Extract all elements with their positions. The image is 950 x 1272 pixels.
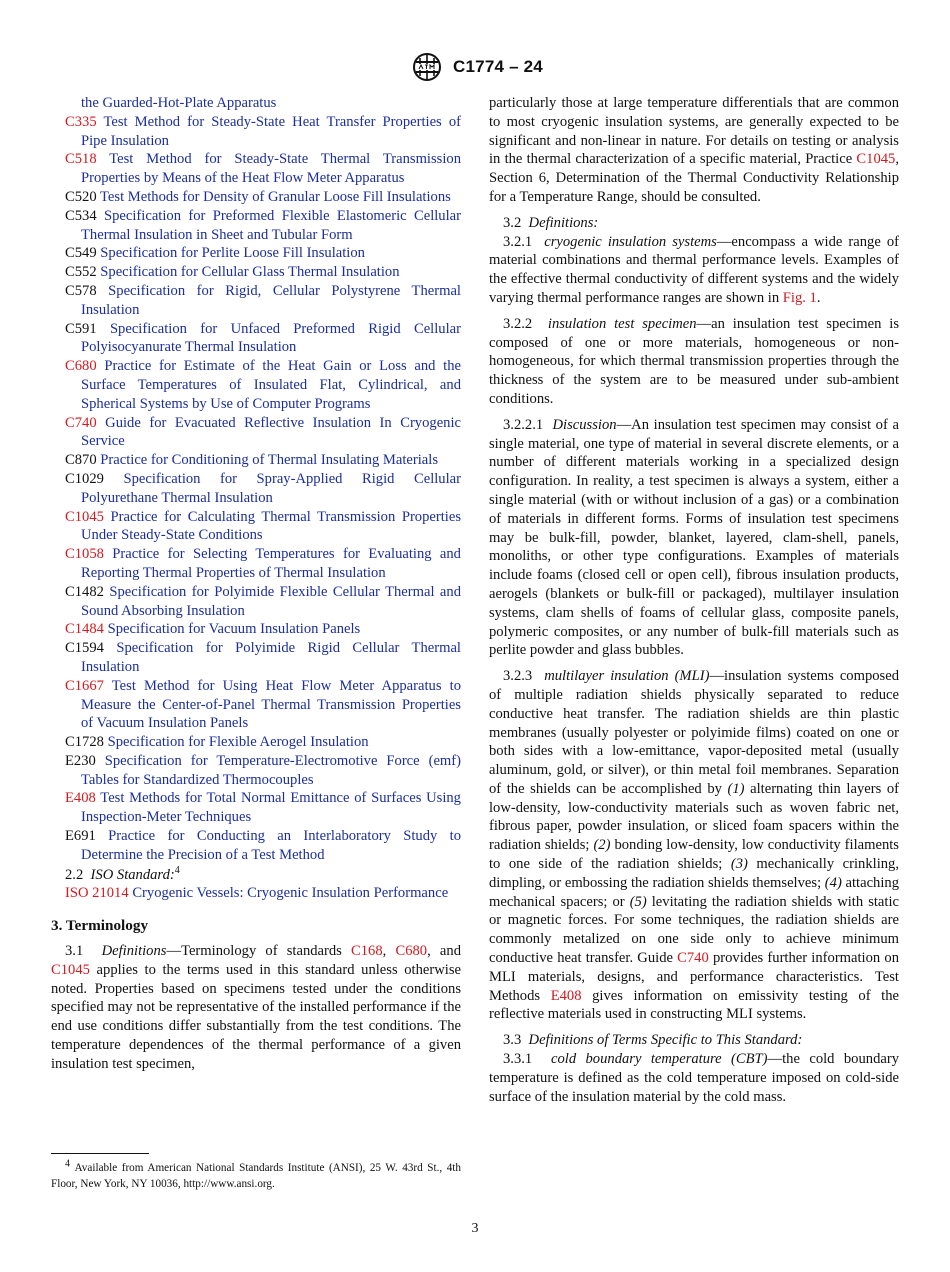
reference-entry xyxy=(51,545,461,583)
paragraph-3-1: 3.1 Definitions—Terminology of standards C168, C680, and C1045 applies to the terms used in this standard unless otherwise noted. Properties based on specimens tested under the conditions specified may not be representative of the installed performance if the end use conditions differ substantially from the test conditions. The temperature dependences of the thermal performance of a given insulation test specimen, xyxy=(51,943,461,1072)
reference-entry xyxy=(51,752,461,790)
reference-code: C870 xyxy=(65,452,97,469)
reference-code: E230 xyxy=(65,752,96,769)
section-heading-terminology: 3. Terminology xyxy=(51,917,149,935)
reference-title[interactable]: Test Methods for Density of Granular Loose Fill Insulations xyxy=(100,188,451,205)
iso-standard-heading: 2.2 ISO Standard:$^4$ xyxy=(65,864,180,883)
paragraph-3-2-1: 3.2.1 cryogenic insulation systems—encompass a wide range of material combinations and thermal performance levels. Examples of the effective thermal conductivity of different systems and the widely varying thermal performance ranges are shown in Fig. 1. xyxy=(489,233,899,306)
heading-3-3: 3.3 Definitions of Terms Specific to This Standard: xyxy=(503,1032,803,1049)
reference-entry xyxy=(51,789,461,827)
reference-entry xyxy=(51,639,461,677)
paragraph-3-3-1: 3.3.1 cold boundary temperature (CBT)—the cold boundary temperature is defined as the cold temperature imposed on cold-side surface of the insulation material by the cold mass. xyxy=(489,1051,899,1105)
reference-entry xyxy=(51,113,461,151)
link-c1045[interactable]: C1045 xyxy=(51,961,90,978)
reference-title[interactable]: Practice for Estimate of the Heat Gain or Loss and the Surface Temperatures of Insulated Flat, Cylindrical, and Spherical Systems by Use of Computer Programs xyxy=(81,358,462,412)
link-c680[interactable]: C680 xyxy=(395,943,428,960)
heading-3-2: 3.2 Definitions: xyxy=(503,214,599,231)
reference-entry-iso xyxy=(51,884,461,903)
reference-title[interactable]: Test Method for Steady-State Thermal Transmission Properties by Means of the Heat Flow Meter Apparatus xyxy=(81,151,461,187)
reference-code: C534 xyxy=(65,207,97,224)
page-header xyxy=(0,52,950,82)
reference-title[interactable]: Practice for Conditioning of Thermal Insulating Materials xyxy=(100,452,439,469)
reference-code[interactable]: C518 xyxy=(65,151,97,168)
right-column xyxy=(489,94,899,1106)
paragraph-3-1-continued: particularly those at large temperature differentials that are common to most cryogenic insulation systems, are generally expected to be significant and non-linear in nature. For details on testing or analysis in the thermal characterization of a specific material, Practice C1045, Section 6, Determination of the Thermal Conductivity Relationship for a Temperature Range, should be consulted. xyxy=(489,95,899,205)
reference-title[interactable]: the Guarded-Hot-Plate Apparatus xyxy=(81,95,277,111)
reference-code[interactable]: E408 xyxy=(65,790,96,807)
paragraph-3-2-2-1: 3.2.2.1 Discussion—An insulation test specimen may consist of a single material, one type of material in several discrete elements, or a number of different materials working in a specialized design configuration. In reality, a test specimen is always a system, either a single material (with or without inclusion of a gas) or a combination of materials in different forms. Forms of insulation test specimens may be bulk-fill, powder, blanket, layered, clam-shell, panels, monoliths, or other type configurations. Examples of materials include foams (closed cell or open cell), fibrous insulation products, aerogels (blankets or bulk-fill or packaged), multilayer insulation systems, clam shells of foams of cellular glass, composite panels, polymeric composites, or any number of bulk-fill materials such as perlite powder and glass bubbles. xyxy=(489,416,899,659)
reference-code: C591 xyxy=(65,320,97,337)
reference-title[interactable]: Cryogenic Vessels: Cryogenic Insulation Performance xyxy=(132,885,449,902)
reference-title[interactable]: Specification for Polyimide Flexible Cellular Thermal and Sound Absorbing Insulation xyxy=(81,583,461,619)
reference-code: C578 xyxy=(65,282,97,299)
reference-code[interactable]: C335 xyxy=(65,113,97,130)
reference-code: E691 xyxy=(65,828,96,845)
reference-title[interactable]: Specification for Flexible Aerogel Insulation xyxy=(107,734,369,751)
reference-title[interactable]: Specification for Polyimide Rigid Cellular Thermal Insulation xyxy=(81,640,461,675)
reference-continued xyxy=(51,94,461,113)
left-column xyxy=(51,94,461,1074)
reference-entry xyxy=(51,282,461,320)
reference-code: C1482 xyxy=(65,583,104,600)
reference-title[interactable]: Specification for Perlite Loose Fill Insulation xyxy=(100,245,365,262)
reference-code: C1594 xyxy=(65,640,104,657)
reference-title[interactable]: Practice for Conducting an Interlaboratory Study to Determine the Precision of a Test Method xyxy=(81,828,461,863)
reference-entry xyxy=(51,207,461,245)
reference-title[interactable]: Specification for Cellular Glass Thermal Insulation xyxy=(100,264,400,281)
reference-entry xyxy=(51,677,461,733)
reference-title[interactable]: Specification for Unfaced Preformed Rigid Cellular Polyisocyanurate Thermal Insulation xyxy=(81,320,461,356)
reference-entry xyxy=(51,357,461,413)
reference-code[interactable]: C740 xyxy=(65,414,97,431)
reference-code[interactable]: ISO 21014 xyxy=(65,885,129,902)
referenced-documents-list xyxy=(51,113,461,865)
reference-title[interactable]: Test Method for Steady-State Heat Transfer Properties of Pipe Insulation xyxy=(81,113,461,149)
reference-code[interactable]: C1484 xyxy=(65,621,104,638)
reference-code[interactable]: C1058 xyxy=(65,546,104,563)
reference-title[interactable]: Specification for Vacuum Insulation Panels xyxy=(107,621,361,638)
reference-code: C520 xyxy=(65,188,97,205)
reference-title[interactable]: Guide for Evacuated Reflective Insulation In Cryogenic Service xyxy=(81,414,462,450)
page-number: 3 xyxy=(471,1221,479,1236)
link-e408[interactable]: E408 xyxy=(550,987,582,1004)
reference-title[interactable]: Practice for Calculating Thermal Transmission Properties Under Steady-State Conditions xyxy=(81,508,462,544)
link-c740[interactable]: C740 xyxy=(677,950,709,967)
standard-designation: C1774 – 24 xyxy=(453,57,543,76)
reference-entry xyxy=(51,508,461,546)
paragraph-3-2-2: 3.2.2 insulation test specimen—an insulation test specimen is composed of one or more materials, homogeneous or non-homogeneous, for which thermal transmission properties through the thickness of the system are to be measured under sub-ambient conditions. xyxy=(489,315,899,407)
reference-code: C1728 xyxy=(65,734,104,751)
reference-title[interactable]: Specification for Temperature-Electromotive Force (emf) Tables for Standardized Thermocouples xyxy=(81,752,461,788)
reference-entry xyxy=(51,733,461,752)
reference-title[interactable]: Specification for Preformed Flexible Elastomeric Cellular Thermal Insulation in Sheet and Tubular Form xyxy=(81,207,461,243)
reference-entry xyxy=(51,470,461,508)
reference-entry xyxy=(51,451,461,470)
reference-code: C549 xyxy=(65,245,97,262)
reference-entry xyxy=(51,827,461,865)
link-fig-1[interactable]: Fig. 1 xyxy=(782,289,817,306)
reference-entry xyxy=(51,188,461,207)
reference-code[interactable]: C1045 xyxy=(65,508,104,525)
reference-title[interactable]: Test Method for Using Heat Flow Meter Apparatus to Measure the Center-of-Panel Thermal Transmission Properties of Vacuum Insulation Panels xyxy=(81,677,461,732)
reference-entry xyxy=(51,414,461,452)
astm-logo-icon xyxy=(407,52,447,82)
reference-title[interactable]: Test Methods for Total Normal Emittance of Surfaces Using Inspection-Meter Techniques xyxy=(81,790,461,826)
reference-title[interactable]: Specification for Spray-Applied Rigid Cellular Polyurethane Thermal Insulation xyxy=(81,470,461,506)
paragraph-3-2-3: 3.2.3 multilayer insulation (MLI)—insulation systems composed of multiple radiation shields physically separated to reduce conductive heat transfer. The radiation shields are thin plastic membranes (usually polyester or polyimide films) coated on one or both sides with a low-emittance, vapor-deposited metal (usually aluminum, gold, or silver), or thin metal foil membranes. Separation of the shields can be accomplished by (1) alternating thin layers of low-density, low-conductivity materials such as woven fabric net, fibrous paper, powder insulation, or sliced foam spacers within the radiation shields; (2) bonding low-density, low conductivity filaments to one side of the radiation shields; (3) mechanically crinkling, dimpling, or embossing the radiation shields themselves; (4) attaching mechanical spacers; or (5) levitating the radiation shields with static or magnetic forces. For some techniques, the radiation shields are commonly metalized on one side only to achieve minimum conductive heat transfer. Guide C740 provides further information on MLI materials, designs, and performance characteristics. Test Methods E408 gives information on emissivity testing of the reflective materials used in constructing MLI systems. xyxy=(489,668,900,1023)
reference-entry xyxy=(51,620,461,639)
reference-code[interactable]: C680 xyxy=(65,358,97,375)
reference-entry xyxy=(51,263,461,282)
reference-code[interactable]: C1667 xyxy=(65,677,104,694)
reference-entry xyxy=(51,320,461,358)
reference-entry xyxy=(51,583,461,621)
footnote: $^4$ Available from American National Standards Institute (ANSI), 25 W. 43rd St., 4th Floor, New York, NY 10036, http://www.ansi.org. xyxy=(51,1158,461,1190)
reference-title[interactable]: Practice for Selecting Temperatures for Evaluating and Reporting Thermal Properties of Thermal Insulation xyxy=(81,546,461,581)
reference-entry xyxy=(51,150,461,188)
footnote-rule xyxy=(51,1153,149,1154)
link-c168[interactable]: C168 xyxy=(351,943,383,960)
reference-code: C552 xyxy=(65,264,97,281)
reference-title[interactable]: Specification for Rigid, Cellular Polystyrene Thermal Insulation xyxy=(81,282,461,318)
reference-code: C1029 xyxy=(65,470,104,487)
reference-entry xyxy=(51,244,461,263)
link-c1045[interactable]: C1045 xyxy=(856,151,896,168)
